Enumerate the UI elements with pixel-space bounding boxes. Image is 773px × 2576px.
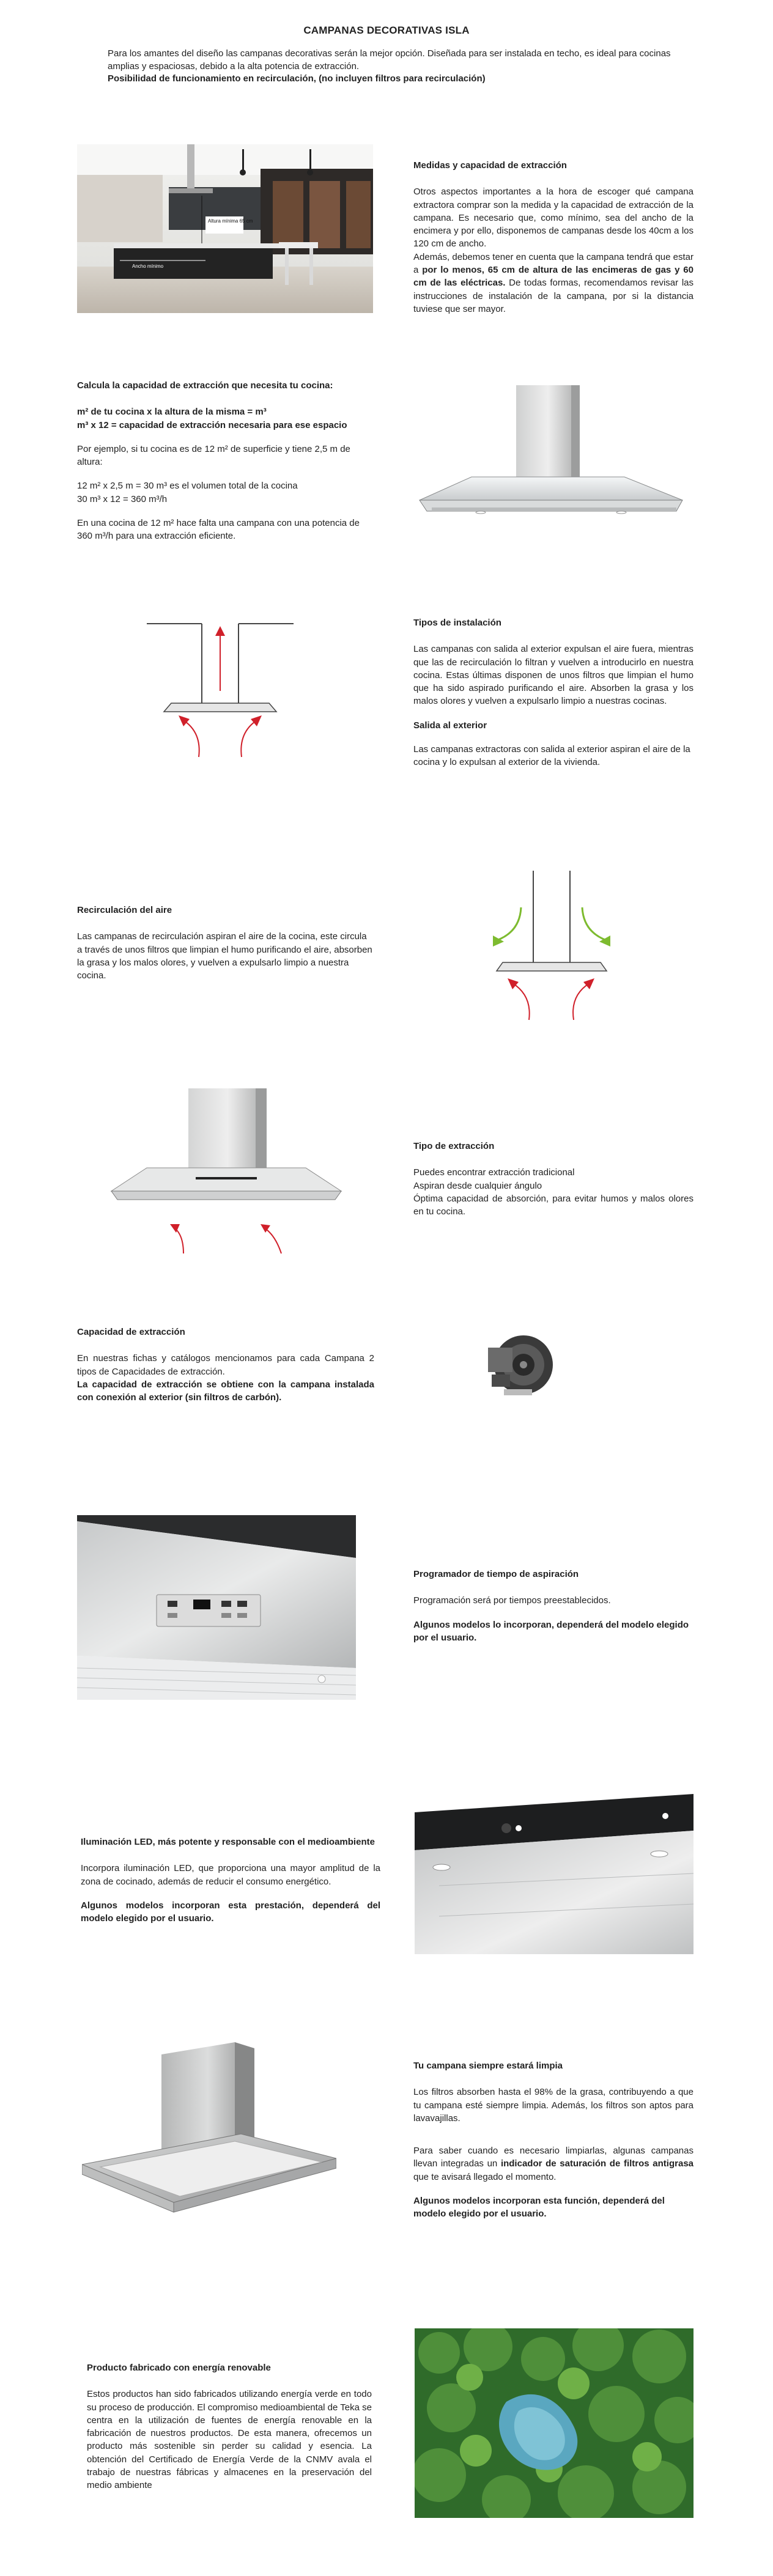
tipos-paragraph-1: Las campanas con salida al exterior expulsan el aire fuera, mientras que las de recirculación lo filtran y vuelven a introducirlo en nuestra cocina. Estas últimas disponen de unos filtros que limpian el humo que ha sido aspirado purificando el aire. Absorben la grasa y los malos olores y vuelven a expulsarlo limpio a nuestras cocinas. [413, 644, 693, 707]
calcula-conclusion: En una cocina de 12 m² hace falta una campana con una potencia de 360 m³/h para una extracción eficiente. [77, 518, 360, 542]
medidas-p2-bold: por lo menos, 65 cm de altura de las encimeras de gas y 60 cm de las eléctricas. [413, 265, 693, 289]
calc-line-1: 12 m² x 2,5 m = 30 m³ es el volumen total de la cocina [77, 481, 298, 492]
medidas-section [413, 159, 693, 327]
forest-aerial-image [415, 2328, 693, 2518]
tipos-paragraph-2: Las campanas extractoras con salida al exterior aspiran el aire de la cocina y lo expulsan al exterior de la vivienda. [413, 744, 690, 768]
intro-paragraph: Para los amantes del diseño las campanas decorativas serán la mejor opción. Diseñada para ser instalada en techo, es ideal para cocinas amplias y espaciosas, debido a la alta potencia de extracción. [108, 48, 671, 72]
control-panel-image [77, 1515, 356, 1700]
limpia-p2-c: que te avisará llegado el momento. [413, 2171, 557, 2182]
tipos-section [413, 616, 693, 780]
tipo-extraccion-section [413, 1140, 693, 1229]
renovable-paragraph: Estos productos han sido fabricados utilizando energía verde en todo su proceso de producción. El compromiso medioambiental de Teka se centra en la utilización de fuentes de energía renovable en la fabricación de nuestros productos. De esta manera, ofrecemos un producto más sostenible sin perder su calidad y esencia. La obtención del Certificado de Energía Verde de la CNMV avala el trabajo de nuestras fábricas y almacenes en la preservación del medio ambiente [87, 2389, 372, 2491]
medidas-p2-c: De todas formas, recomendamos revisar las instrucciones de instalación de la campana, por si la distancia tuviese que ser mayor. [413, 278, 693, 314]
tipo-extraccion-heading: Tipo de extracción [413, 1141, 495, 1151]
salida-exterior-heading: Salida al exterior [413, 720, 487, 731]
iluminacion-heading: Iluminación LED, más potente y responsable con el medioambiente [81, 1837, 375, 1847]
medidas-p2-a: Además, debemos tener en cuenta que la campana tendrá que estar a [413, 251, 693, 276]
limpia-p2-a: Para saber cuando es necesario limpiarlas, algunas campanas llevan integradas un [413, 2146, 693, 2169]
tipo-extraccion-line-2: Aspiran desde cualquier ángulo [413, 1180, 542, 1191]
limpia-paragraph-3: Algunos modelos incorporan esta función, dependerá del modelo elegido por el usuario. [413, 2196, 665, 2220]
limpia-p2-bold: indicador de saturación de filtros antigrasa [500, 2158, 694, 2169]
iluminacion-section [81, 1836, 380, 1936]
programador-heading: Programador de tiempo de aspiración [413, 1569, 579, 1579]
min-width-label: Ancho mínimo [132, 264, 164, 269]
capacidad-heading: Capacidad de extracción [77, 1327, 185, 1337]
limpia-section [413, 2059, 693, 2232]
tipo-extraccion-line-1: Puedes encontrar extracción tradicional [413, 1167, 575, 1178]
renovable-section [87, 2361, 372, 2503]
island-hood-glass-image [413, 385, 695, 526]
renovable-heading: Producto fabricado con energía renovable [87, 2363, 271, 2373]
hood-airflow-image [104, 1088, 349, 1260]
programador-paragraph-2: Algunos modelos lo incorporan, dependerá del modelo elegido por el usuario. [413, 1619, 689, 1643]
calcula-example: Por ejemplo, si tu cocina es de 12 m² de superficie y tiene 2,5 m de altura: [77, 443, 350, 468]
iluminacion-paragraph-2: Algunos modelos incorporan esta prestación, dependerá del modelo elegido por el usuario. [81, 1900, 380, 1924]
page-title: CAMPANAS DECORATIVAS ISLA [303, 24, 470, 36]
tipos-heading: Tipos de instalación [413, 618, 501, 628]
calcula-heading: Calcula la capacidad de extracción que necesita tu cocina: [77, 380, 333, 391]
island-hood-filters-image [82, 2042, 336, 2215]
medidas-paragraph-1: Otros aspectos importantes a la hora de escoger qué campana extractora comprar son la medida y la capacidad de extracción de la campana. Es necesario que, como mínimo, sea del ancho de la encimera y por ello, disponemos de campanas desde los 40cm a los 120 cm de ancho. [413, 186, 693, 249]
recirculacion-section [77, 904, 374, 993]
iluminacion-paragraph-1: Incorpora iluminación LED, que proporciona una mayor amplitud de la zona de cocinado, además de reducir el consumo energético. [81, 1863, 380, 1887]
capacidad-paragraph-1: En nuestras fichas y catálogos mencionamos para cada Campana 2 tipos de Capacidades de extracción. [77, 1353, 374, 1377]
programador-section [413, 1568, 693, 1655]
recirculacion-heading: Recirculación del aire [77, 905, 172, 915]
formula-2: m³ x 12 = capacidad de extracción necesaria para ese espacio [77, 419, 347, 430]
medidas-paragraph-2 [413, 251, 693, 316]
programador-paragraph-1: Programación será por tiempos preestablecidos. [413, 1595, 611, 1606]
recirculation-diagram [465, 871, 630, 1024]
calc-line-2: 30 m³ x 12 = 360 m³/h [77, 493, 168, 504]
motor-image [479, 1326, 559, 1405]
formula-1: m² de tu cocina x la altura de la misma = m³ [77, 407, 267, 418]
medidas-heading: Medidas y capacidad de extracción [413, 160, 567, 171]
exterior-extraction-diagram [141, 618, 300, 764]
intro-text [108, 48, 676, 86]
calcula-section [77, 379, 374, 554]
tipo-extraccion-line-3: Óptima capacidad de absorción, para evitar humos y malos olores en tu cocina. [413, 1193, 693, 1217]
limpia-heading: Tu campana siempre estará limpia [413, 2061, 563, 2071]
intro-recirculation-note: Posibilidad de funcionamiento en recirculación, (no incluyen filtros para recirculación) [108, 73, 486, 84]
led-lighting-image [415, 1794, 693, 1954]
limpia-paragraph-1: Los filtros absorben hasta el 98% de la grasa, contribuyendo a que tu campana esté siempre limpia. Además, los filtros son aptos para lavavajillas. [413, 2087, 693, 2124]
min-height-label: Altura mínima 65 cm [208, 218, 253, 224]
kitchen-image [77, 144, 373, 313]
capacidad-paragraph-2: La capacidad de extracción se obtiene con la campana instalada con conexión al exterior (sin filtros de carbón). [77, 1379, 374, 1403]
recirculacion-paragraph: Las campanas de recirculación aspiran el aire de la cocina, este circula a través de unos filtros que limpian el humo purificando el aire, absorben la grasa y los malos olores, y vuelven a expulsarlo limpio a nuestra cocina. [77, 931, 372, 981]
capacidad-section [77, 1326, 374, 1415]
limpia-paragraph-2 [413, 2144, 693, 2183]
